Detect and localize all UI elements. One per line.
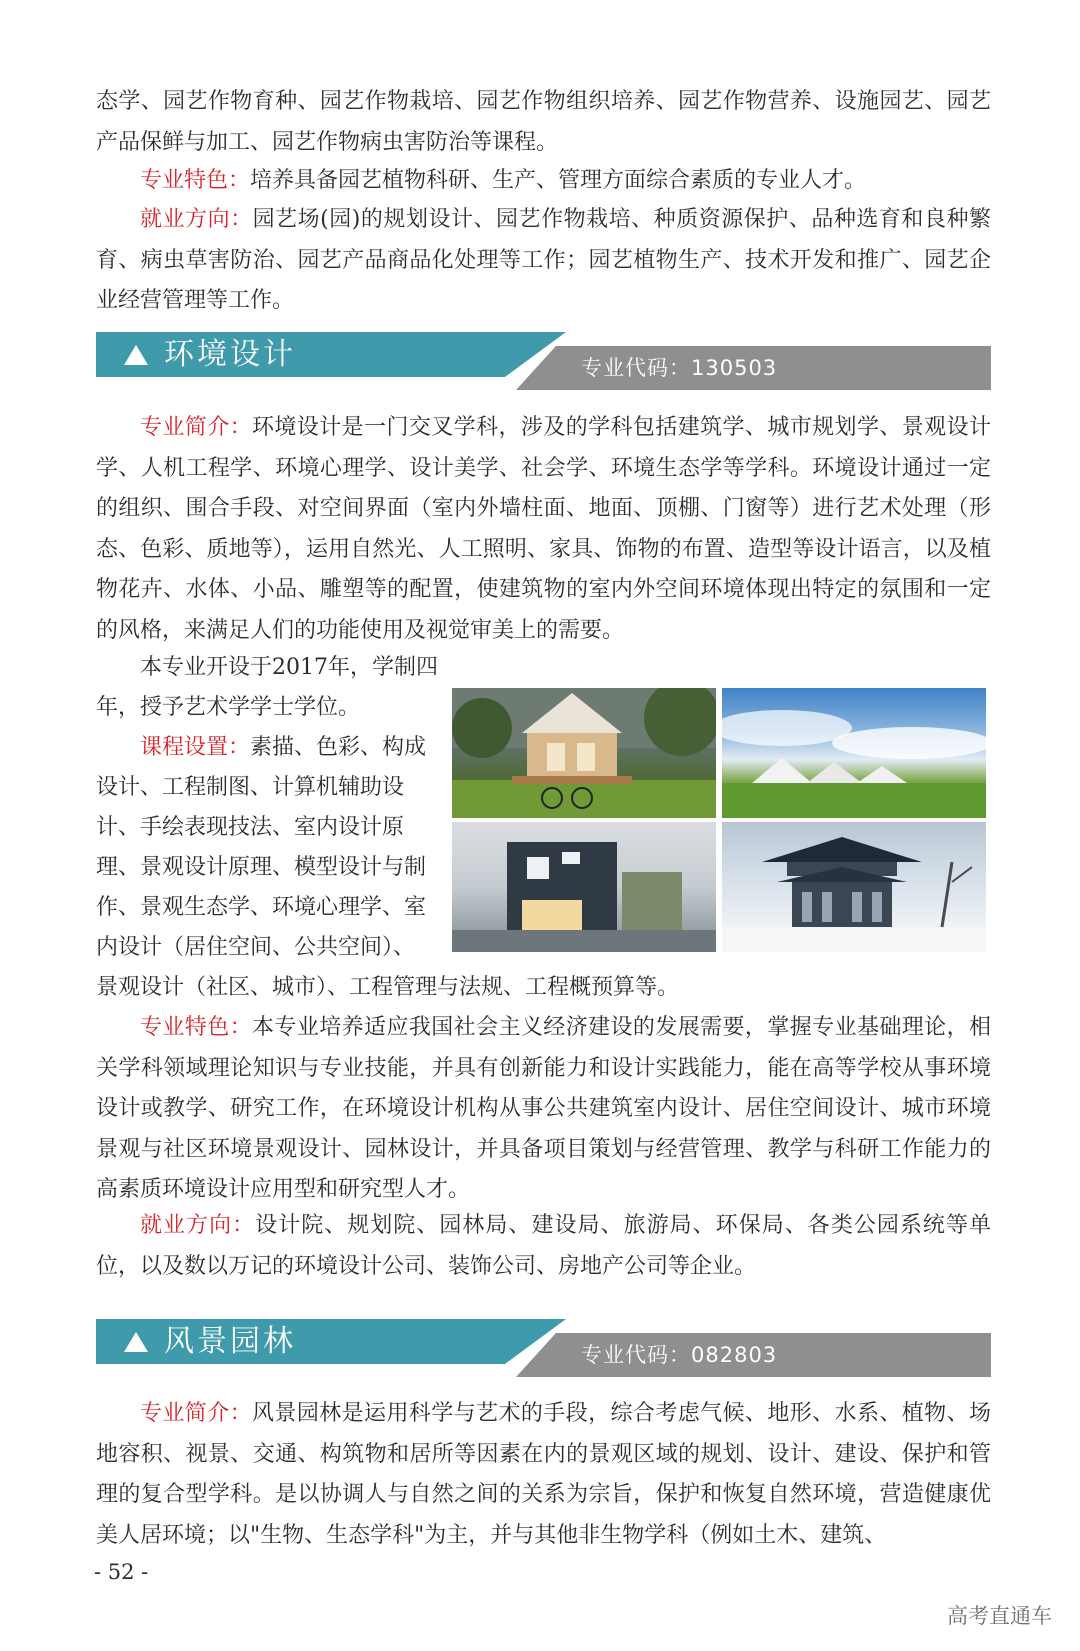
intro-continuation-text: 态学、园艺作物育种、园艺作物栽培、园艺作物组织培养、园艺作物营养、设施园艺、园艺产品保鲜与加工、园艺作物病虫害防治等课程。 xyxy=(96,89,991,155)
career-label: 就业方向： xyxy=(140,207,253,232)
intro-paragraph-landscape xyxy=(96,1394,991,1556)
photo-wooden-cabin xyxy=(452,688,716,818)
career-paragraph-top xyxy=(96,200,991,322)
course-line-2: 设计、工程制图、计算机辅助设 xyxy=(96,775,405,800)
photo-modern-house xyxy=(452,822,716,952)
feature-paragraph-top xyxy=(96,161,991,202)
established-line-1: 本专业开设于2017年，学制四 xyxy=(140,655,438,680)
course-line-6: 内设计（居住空间、公共空间）、 xyxy=(96,935,416,960)
course-line-7: 景观设计（社区、城市）、工程管理与法规、工程概预算等。 xyxy=(96,975,680,1000)
course-line-3: 计、手绘表现技法、室内设计原 xyxy=(96,815,405,840)
feature-paragraph xyxy=(96,1008,991,1211)
pavilion-illustration xyxy=(722,688,986,818)
wooden-cabin-illustration xyxy=(452,688,716,818)
section-title-text: 环境设计 xyxy=(164,337,296,372)
course-line-5: 作、景观生态学、环境心理学、室 xyxy=(96,895,427,920)
architecture-photo-grid xyxy=(452,688,986,952)
feature-text: 本专业培养适应我国社会主义经济建设的发展需要，掌握专业基础理论，相关学科领域理论知识与专业技能，并具有创新能力和设计实践能力，能在高等学校从事环境设计或教学、研究工作，在环境设计机构从事公共建筑室内设计、居住空间设计、城市环境景观与社区环境景观设计、园林设计，并具备项目策划与经营管理、教学与科研工作能力的高素质环境设计应用型和研究型人才。 xyxy=(96,1015,991,1202)
snow-temple-illustration xyxy=(722,822,986,952)
established-line-2: 年，授予艺术学学士学位。 xyxy=(96,695,361,720)
triangle-icon xyxy=(124,345,148,365)
intro-label: 专业简介： xyxy=(140,1401,253,1426)
source-watermark: 高考直通车 xyxy=(947,1604,1052,1628)
course-text-1: 素描、色彩、构成 xyxy=(250,735,427,760)
intro-paragraph xyxy=(96,408,991,651)
career-text: 设计院、规划院、园林局、建设局、旅游局、环保局、各类公园系统等单位，以及数以万记的环境设计公司、装饰公司、房地产公司等企业。 xyxy=(96,1213,991,1279)
major-code: 专业代码：082803 xyxy=(581,1343,778,1367)
intro-continuation xyxy=(96,82,991,163)
career-label: 就业方向： xyxy=(140,1213,256,1238)
modern-house-illustration xyxy=(452,822,716,952)
photo-snow-temple xyxy=(722,822,986,952)
page-number: - 52 - xyxy=(94,1560,149,1584)
section-title-text: 风景园林 xyxy=(164,1324,296,1359)
feature-text: 培养具备园艺植物科研、生产、管理方面综合素质的专业人才。 xyxy=(250,168,867,193)
feature-label: 专业特色： xyxy=(140,1015,253,1040)
intro-label: 专业简介： xyxy=(140,415,253,440)
course-line-1 xyxy=(96,728,441,769)
section-title xyxy=(124,1319,296,1364)
section-title xyxy=(124,332,296,377)
feature-label: 专业特色： xyxy=(140,168,251,193)
intro-text: 环境设计是一门交叉学科，涉及的学科包括建筑学、城市规划学、景观设计学、人机工程学、环境心理学、设计美学、社会学、环境生态学等学科。环境设计通过一定的组织、围合手段、对空间界面（室内外墙柱面、地面、顶棚、门窗等）进行艺术处理（形态、色彩、质地等），运用自然光、人工照明、家具、饰物的布置、造型等设计语言，以及植物花卉、水体、小品、雕塑等的配置，使建筑物的室内外空间环境体现出特定的氛围和一定的风格，来满足人们的功能使用及视觉审美上的需要。 xyxy=(96,415,991,643)
career-paragraph xyxy=(96,1206,991,1287)
course-line-4: 理、景观设计原理、模型设计与制 xyxy=(96,855,427,880)
career-text: 园艺场(园)的规划设计、园艺作物栽培、种质资源保护、品种选育和良种繁育、病虫草害防治、园艺产品商品化处理等工作；园艺植物生产、技术开发和推广、园艺企业经营管理等工作。 xyxy=(96,207,991,313)
triangle-icon xyxy=(124,1332,148,1352)
photo-gabled-pavilions xyxy=(722,688,986,818)
course-label: 课程设置： xyxy=(140,735,251,760)
section-header-environmental-design xyxy=(96,332,991,388)
section-header-landscape-architecture xyxy=(96,1319,991,1375)
intro-text: 风景园林是运用科学与艺术的手段，综合考虑气候、地形、水系、植物、场地容积、视景、交通、构筑物和居所等因素在内的景观区域的规划、设计、建设、保护和管理的复合型学科。是以协调人与自然之间的关系为宗旨，保护和恢复自然环境，营造健康优美人居环境；以"生物、生态学科"为主，并与其他非生物学科（例如土木、建筑、 xyxy=(96,1401,991,1548)
major-code: 专业代码：130503 xyxy=(581,356,778,380)
